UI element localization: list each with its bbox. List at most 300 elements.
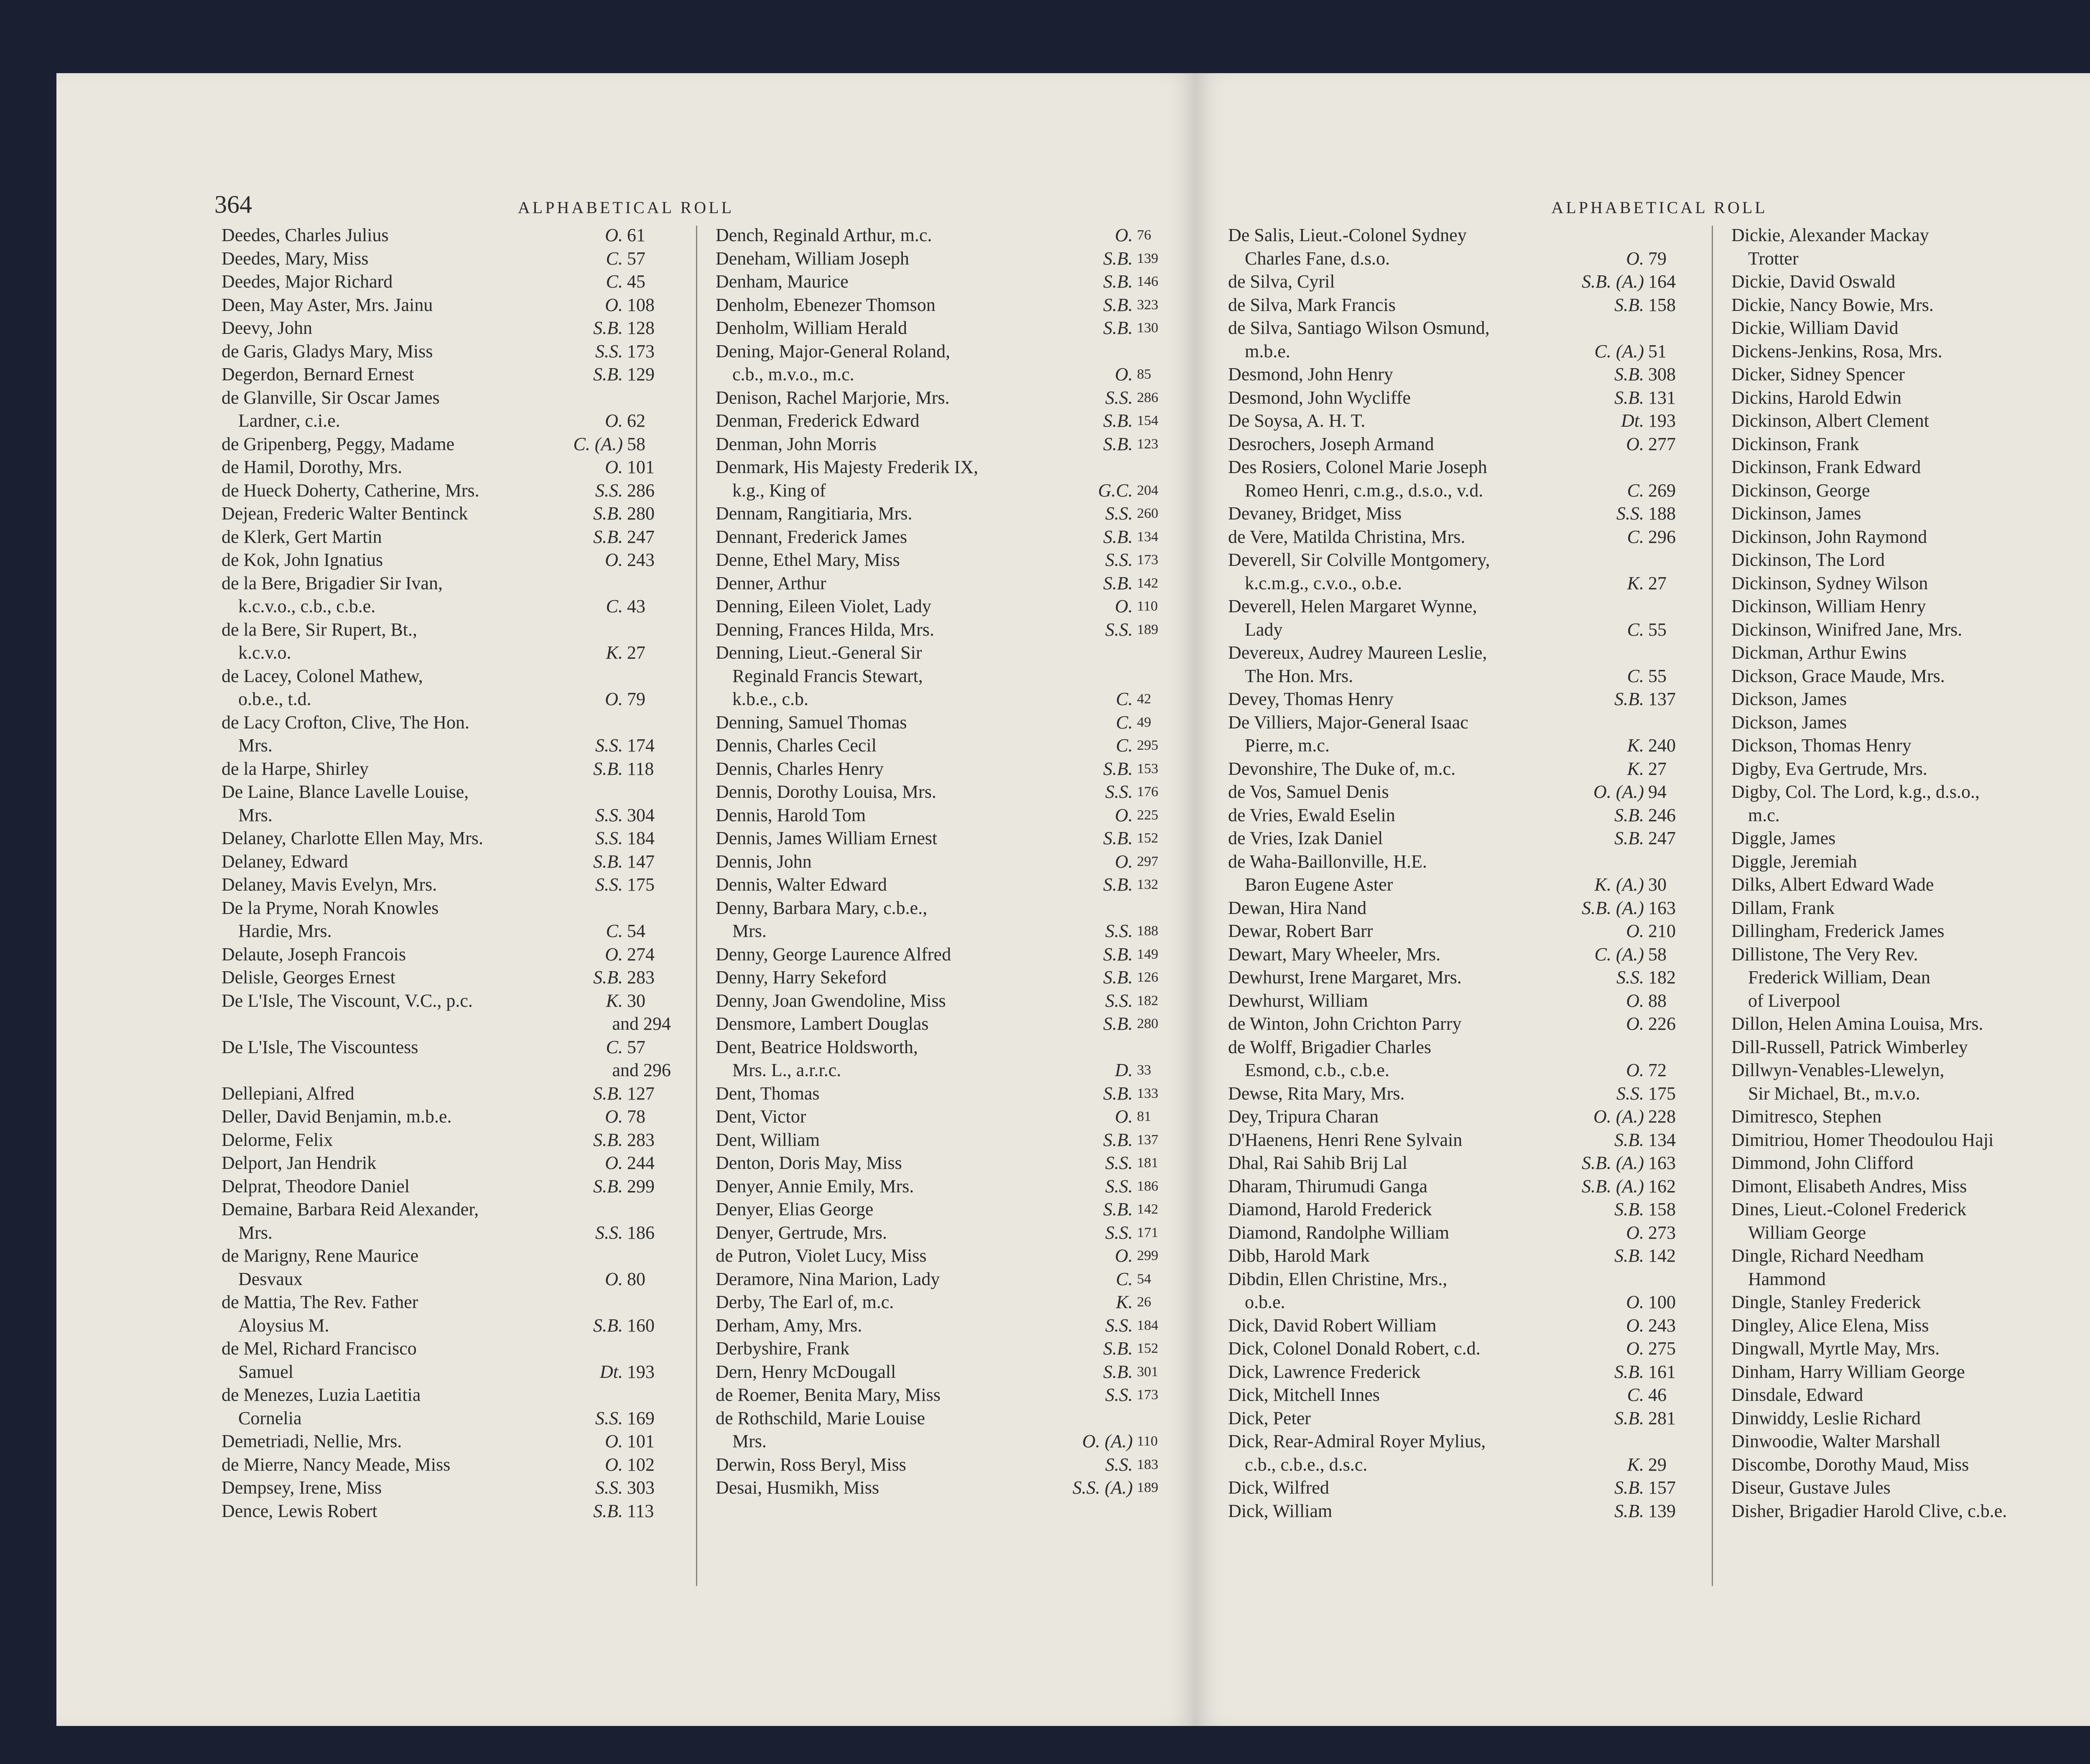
page-reference: 27 [1648,758,1667,779]
entry-name: Dillon, Helen Amina Louisa, Mrs. [1731,1013,1983,1034]
page-reference: 171 [1137,1224,1158,1240]
entry-name: Delaney, Charlotte Ellen May, Mrs. [222,828,484,848]
page-reference: 110 [1137,598,1158,614]
award-class: S.B. (A.) [1581,897,1644,918]
award-class: S.B. [1103,294,1133,315]
page-reference: 54 [1137,1271,1151,1287]
entry-name: de Putron, Violet Lucy, Miss [716,1245,927,1266]
roll-entry [1228,687,1692,711]
entry-name: Dingley, Alice Elena, Miss [1731,1315,1929,1336]
page-reference: 281 [1648,1408,1676,1428]
entry-name: de Vere, Matilda Christina, Mrs. [1228,526,1466,547]
award-class: S.B. [593,503,623,524]
award-class: S.S. [595,480,623,501]
roll-entry [1731,386,2090,410]
page-reference: 175 [1648,1083,1676,1104]
roll-entry [1228,1407,1692,1430]
award-class: C. [606,271,623,292]
roll-entry [222,1175,671,1198]
left-page [56,73,1195,1726]
award-class: S.B. [1103,433,1133,454]
entry-name: Dent, Thomas [716,1083,820,1104]
page-reference: 164 [1648,271,1676,292]
roll-entry [716,966,1181,989]
page-reference: 169 [627,1408,655,1428]
page-reference: 142 [1137,1201,1158,1217]
entry-name: Dening, Major-General Roland, [716,341,951,361]
entry-name: Dickinson, Winifred Jane, Mrs. [1731,619,1963,640]
roll-entry [1228,363,1692,386]
page-reference: 269 [1648,480,1676,501]
entry-continuation: Desvaux [238,1268,303,1289]
roll-entry [222,827,671,850]
roll-entry [716,780,1181,804]
entry-name: Dickie, David Oswald [1731,271,1896,292]
entry-continuation: Hammond [1748,1268,1826,1289]
roll-entry [716,293,1181,317]
page-reference: 286 [627,480,655,501]
entry-name: Dickman, Arthur Ewins [1731,642,1907,663]
award-class: S.B. [1614,1245,1644,1266]
award-class: O. [605,550,623,570]
roll-entry [1731,1012,2090,1036]
award-class: D. [1115,1060,1133,1080]
award-class: O. [605,1454,623,1475]
entry-name: De Villiers, Major-General Isaac [1228,712,1468,733]
award-class: S.B. [593,1176,623,1196]
entry-name: Des Rosiers, Colonel Marie Joseph [1228,457,1487,477]
award-class: O. [1115,804,1133,825]
page-reference: 27 [1648,573,1667,593]
page-reference: 182 [1137,993,1158,1008]
page-reference: 54 [627,921,645,941]
award-class: C. [1116,689,1133,709]
roll-entry [1228,595,1692,641]
page-reference: 283 [627,967,655,988]
roll-entry [716,1128,1181,1152]
roll-entry [1731,1036,2090,1059]
page-reference: 85 [1137,367,1151,382]
award-class: S.B. [593,967,623,988]
roll-entry [1731,1198,2090,1244]
roll-entry [1731,919,2090,943]
award-class: S.B. [1614,828,1644,848]
entry-name: De Salis, Lieut.-Colonel Sydney [1228,225,1467,245]
roll-entry [1228,1012,1692,1036]
award-class: C. [1627,619,1644,640]
roll-entry [1731,1105,2090,1128]
page-reference: 80 [627,1268,645,1289]
award-class: K. [1116,1292,1133,1312]
award-class: C. [1627,665,1644,686]
roll-entry [716,502,1181,525]
roll-entry [1228,850,1692,896]
award-class: O. [1626,1338,1644,1359]
entry-continuation: Romeo Henri, c.m.g., d.s.o., v.d. [1245,480,1483,501]
page-reference: 226 [1648,1013,1676,1034]
page-reference: 123 [1137,436,1158,452]
entry-name: Dimmond, John Clifford [1731,1153,1914,1173]
award-class: S.B. [1614,804,1644,825]
roll-entry [1228,386,1692,410]
entry-name: de la Bere, Sir Rupert, Bt., [222,619,418,640]
entry-name: Delport, Jan Hendrik [222,1153,377,1173]
entry-continuation: k.b.e., c.b. [732,689,809,709]
page-reference: 297 [1137,853,1158,869]
column-1 [222,224,671,1522]
page-reference: 137 [1648,689,1676,709]
entry-name: de Roemer, Benita Mary, Miss [716,1385,940,1405]
entry-name: de Hueck Doherty, Catherine, Mrs. [222,480,479,501]
roll-entry [716,572,1181,595]
entry-continuation: Trotter [1748,248,1799,269]
roll-entry [222,1499,671,1523]
award-class: O. [1626,1222,1644,1243]
award-class: O. [605,457,623,477]
entry-name: de Silva, Santiago Wilson Osmund, [1228,318,1490,338]
entry-name: de Mattia, The Rev. Father [222,1292,418,1312]
award-class: K. [1627,735,1644,756]
roll-entry [1228,548,1692,595]
page-reference: 30 [1648,874,1667,895]
roll-entry [716,433,1181,456]
roll-entry [1731,1499,2090,1523]
award-class: K. [1627,573,1644,593]
roll-entry [716,386,1181,410]
page-reference: 132 [1137,877,1158,892]
entry-name: Dibdin, Ellen Christine, Mrs., [1228,1268,1448,1289]
entry-name: Disher, Brigadier Harold Clive, c.b.e. [1731,1500,2007,1521]
roll-entry [716,548,1181,572]
page-reference: 147 [627,851,655,872]
entry-name: Denning, Frances Hilda, Mrs. [716,619,935,640]
page-reference: 137 [1137,1132,1158,1148]
page-reference: 58 [627,433,645,454]
roll-entry [716,1244,1181,1268]
entry-name: de Marigny, Rene Maurice [222,1245,419,1266]
award-class: C. [1627,526,1644,547]
page-reference: 301 [1137,1364,1158,1380]
award-class: O. [605,1268,623,1289]
page-reference: 76 [1137,227,1151,243]
entry-name: Derham, Amy, Mrs. [716,1315,862,1336]
award-class: O. [605,225,623,245]
award-class: C. [606,921,623,941]
award-class: O. [605,1153,623,1173]
entry-name: Dent, Beatrice Holdsworth, [716,1036,918,1057]
entry-name: Delisle, Georges Ernest [222,967,395,988]
entry-continuation: Hardie, Mrs. [238,921,332,941]
award-class: S.B. [593,526,623,547]
entry-name: Denning, Eileen Violet, Lady [716,596,931,616]
page-reference: 152 [1137,830,1158,846]
entry-name: de Garis, Gladys Mary, Miss [222,341,433,361]
roll-entry [1731,873,2090,896]
entry-name: Dickie, William David [1731,318,1899,338]
page-reference: 127 [627,1083,655,1104]
roll-entry [1731,1059,2090,1105]
page-reference: 42 [1137,691,1151,707]
page-reference: 243 [1648,1315,1676,1336]
entry-name: Deen, May Aster, Mrs. Jainu [222,294,433,315]
entry-name: Deverell, Sir Colville Montgomery, [1228,550,1490,570]
entry-name: Dick, William [1228,1500,1333,1521]
page-reference: 45 [627,271,645,292]
roll-entry [716,525,1181,549]
award-class: O. [1626,1013,1644,1034]
entry-continuation: Charles Fane, d.s.o. [1245,248,1390,269]
entry-name: Denyer, Annie Emily, Mrs. [716,1176,914,1196]
roll-entry [1228,293,1692,317]
roll-entry [716,409,1181,433]
entry-name: Denner, Arthur [716,573,826,593]
award-class: S.B. [1103,1338,1133,1359]
entry-name: Dill-Russell, Patrick Wimberley [1731,1036,1968,1057]
entry-name: Dickinson, Frank Edward [1731,457,1921,477]
roll-entry [222,363,671,386]
entry-name: Deevy, John [222,318,313,338]
entry-name: Deller, David Benjamin, m.b.e. [222,1106,452,1127]
entry-name: de Mel, Richard Francisco [222,1338,417,1359]
entry-name: Denman, Frederick Edward [716,410,920,431]
entry-name: Dickinson, William Henry [1731,596,1926,616]
roll-entry [1228,1268,1692,1314]
entry-name: Dickinson, Sydney Wilson [1731,573,1928,593]
award-class: S.S. [1105,1315,1133,1336]
roll-entry [1228,316,1692,363]
left-page-header [56,190,1195,219]
award-class: S.B. [1614,387,1644,408]
page-reference: 130 [1137,320,1158,336]
award-class: S.S. [1105,1153,1133,1173]
roll-entry [1228,502,1692,525]
entry-name: Denmark, His Majesty Frederik IX, [716,457,979,477]
additional-reference: and 294 [612,1013,671,1034]
roll-entry [222,1430,671,1453]
award-class: S.B. [1614,1199,1644,1219]
page-reference: 303 [627,1477,655,1498]
roll-entry [716,1082,1181,1105]
roll-entry [1731,595,2090,618]
page-reference: 158 [1648,294,1676,315]
roll-entry [222,479,671,502]
roll-entry [716,757,1181,781]
roll-entry [1731,641,2090,664]
entry-name: Dennant, Frederick James [716,526,907,547]
award-class: O. [1115,851,1133,872]
roll-entry [222,664,671,711]
entry-name: Devey, Thomas Henry [1228,689,1394,709]
roll-entry [716,247,1181,270]
roll-entry [716,1453,1181,1476]
award-class: S.B. [1103,526,1133,547]
entry-name: Dillwyn-Venables-Llewelyn, [1731,1060,1945,1080]
page-reference: 108 [627,294,655,315]
page-reference: 189 [1137,1480,1158,1495]
entry-name: Dilks, Albert Edward Wade [1731,874,1934,895]
entry-name: Dickson, Thomas Henry [1731,735,1912,756]
page-reference: 118 [627,758,654,779]
entry-name: Derby, The Earl of, m.c. [716,1292,894,1312]
entry-name: De L'Isle, The Viscountess [222,1036,418,1057]
roll-entry [1731,850,2090,873]
page-reference: 142 [1648,1245,1676,1266]
page-reference: 277 [1648,433,1676,454]
award-class: O. (A.) [1082,1431,1133,1451]
column-2 [716,224,1181,1499]
award-class: O. [1115,225,1133,245]
entry-name: Dennis, Walter Edward [716,874,887,895]
page-reference: 43 [627,596,645,616]
award-class: C. [1627,480,1644,501]
roll-entry [1731,409,2090,433]
page-reference: 184 [627,828,655,848]
roll-entry [716,1268,1181,1291]
roll-entry [1731,687,2090,711]
entry-name: Diamond, Randolphe William [1228,1222,1450,1243]
award-class: S.B. [593,1083,623,1104]
entry-continuation: k.c.v.o. [238,642,291,663]
roll-entry [1228,1430,1692,1476]
page-reference: 154 [1137,413,1158,428]
roll-entry [222,1036,671,1082]
entry-name: Dench, Reginald Arthur, m.c. [716,225,932,245]
page-reference: 79 [627,689,645,709]
roll-entry [1228,780,1692,804]
roll-entry [716,224,1181,247]
roll-entry [1228,409,1692,433]
entry-name: Desrochers, Joseph Armand [1228,433,1434,454]
page-reference: 160 [627,1315,655,1336]
roll-entry [222,572,671,618]
entry-name: de Menezes, Luzia Laetitia [222,1385,421,1405]
award-class: S.B. [1103,410,1133,431]
award-class: S.S. [1616,1083,1644,1104]
entry-name: Dines, Lieut.-Colonel Frederick [1731,1199,1967,1219]
roll-entry [222,1244,671,1291]
roll-entry [1731,479,2090,502]
entry-continuation: of Liverpool [1748,990,1841,1011]
page-reference: 55 [1648,619,1667,640]
page-reference: 247 [1648,828,1676,848]
award-class: S.B. [593,851,623,872]
award-class: S.S. [1105,619,1133,640]
entry-name: Discombe, Dorothy Maud, Miss [1731,1454,1969,1475]
roll-entry [222,989,671,1036]
entry-name: Dimitriou, Homer Theodoulou Haji [1731,1129,1994,1150]
entry-name: Denne, Ethel Mary, Miss [716,550,900,570]
award-class: Dt. [1621,410,1644,431]
award-class: S.S. [1105,1385,1133,1405]
page-reference: 247 [627,526,655,547]
entry-name: Deverell, Helen Margaret Wynne, [1228,596,1477,616]
roll-entry [716,1198,1181,1221]
entry-name: Dimitresco, Stephen [1731,1106,1882,1127]
award-class: S.S. [595,874,623,895]
roll-entry [222,386,671,433]
roll-entry [222,711,671,757]
award-class: S.B. [1103,1013,1133,1034]
roll-entry [1228,1175,1692,1198]
page-reference: 58 [1648,944,1667,965]
entry-name: Diggle, James [1731,828,1836,848]
award-class: O. [1115,596,1133,616]
roll-entry [1731,224,2090,270]
entry-name: Dewar, Robert Barr [1228,921,1373,941]
entry-name: de Lacey, Colonel Mathew, [222,665,423,686]
roll-entry [1731,943,2090,1013]
entry-continuation: k.g., King of [732,480,826,501]
roll-entry [1228,827,1692,850]
roll-entry [222,1128,671,1152]
award-class: S.B. [1614,689,1644,709]
page-reference: 275 [1648,1338,1676,1359]
roll-entry [1228,525,1692,549]
page-reference: 299 [1137,1248,1158,1263]
entry-name: Dickinson, George [1731,480,1870,501]
entry-name: Delaney, Mavis Evelyn, Mrs. [222,874,437,895]
roll-entry [716,316,1181,340]
page-reference: 186 [1137,1178,1158,1194]
award-class: C. [606,596,623,616]
roll-entry [1228,456,1692,502]
roll-entry [1731,363,2090,386]
page-reference: 100 [1648,1292,1676,1312]
entry-name: Dick, Rear-Admiral Royer Mylius, [1228,1431,1486,1451]
entry-name: Dewart, Mary Wheeler, Mrs. [1228,944,1441,965]
entry-name: Desmond, John Henry [1228,364,1393,384]
roll-entry [716,270,1181,293]
award-class: S.S. (A.) [1072,1477,1133,1498]
award-class: S.S. [1105,781,1133,802]
entry-name: Densmore, Lambert Douglas [716,1013,929,1034]
entry-name: Delaney, Edward [222,851,348,872]
entry-name: de Vos, Samuel Denis [1228,781,1389,802]
award-class: G.C. [1098,480,1133,501]
entry-name: Desmond, John Wycliffe [1228,387,1411,408]
award-class: C. [606,248,623,269]
roll-entry [1731,1337,2090,1360]
roll-entry [1228,1244,1692,1268]
award-class: S.B. [1103,1083,1133,1104]
roll-entry [716,1012,1181,1036]
entry-name: Dick, Colonel Donald Robert, c.d. [1228,1338,1481,1359]
award-class: C. [1116,1268,1133,1289]
award-class: O. [1626,921,1644,941]
page-reference: 94 [1648,781,1667,802]
roll-entry [222,1151,671,1175]
roll-entry [716,989,1181,1013]
roll-entry [1228,1476,1692,1499]
entry-name: Dern, Henry McDougall [716,1361,896,1382]
roll-entry [1228,270,1692,293]
roll-entry [716,896,1181,943]
page-reference: 299 [627,1176,655,1196]
award-class: S.B. [1103,1361,1133,1382]
entry-name: de Glanville, Sir Oscar James [222,387,440,408]
roll-entry [1228,966,1692,989]
entry-continuation: o.b.e. [1245,1292,1285,1312]
entry-name: Diseur, Gustave Jules [1731,1477,1891,1498]
page-reference: 129 [627,364,655,384]
entry-name: Dennis, James William Ernest [716,828,938,848]
page-reference: 273 [1648,1222,1676,1243]
roll-entry [1731,316,2090,340]
page-reference: 29 [1648,1454,1667,1475]
award-class: S.B. [593,318,623,338]
entry-name: Dickinson, Frank [1731,433,1859,454]
roll-entry [1731,827,2090,850]
